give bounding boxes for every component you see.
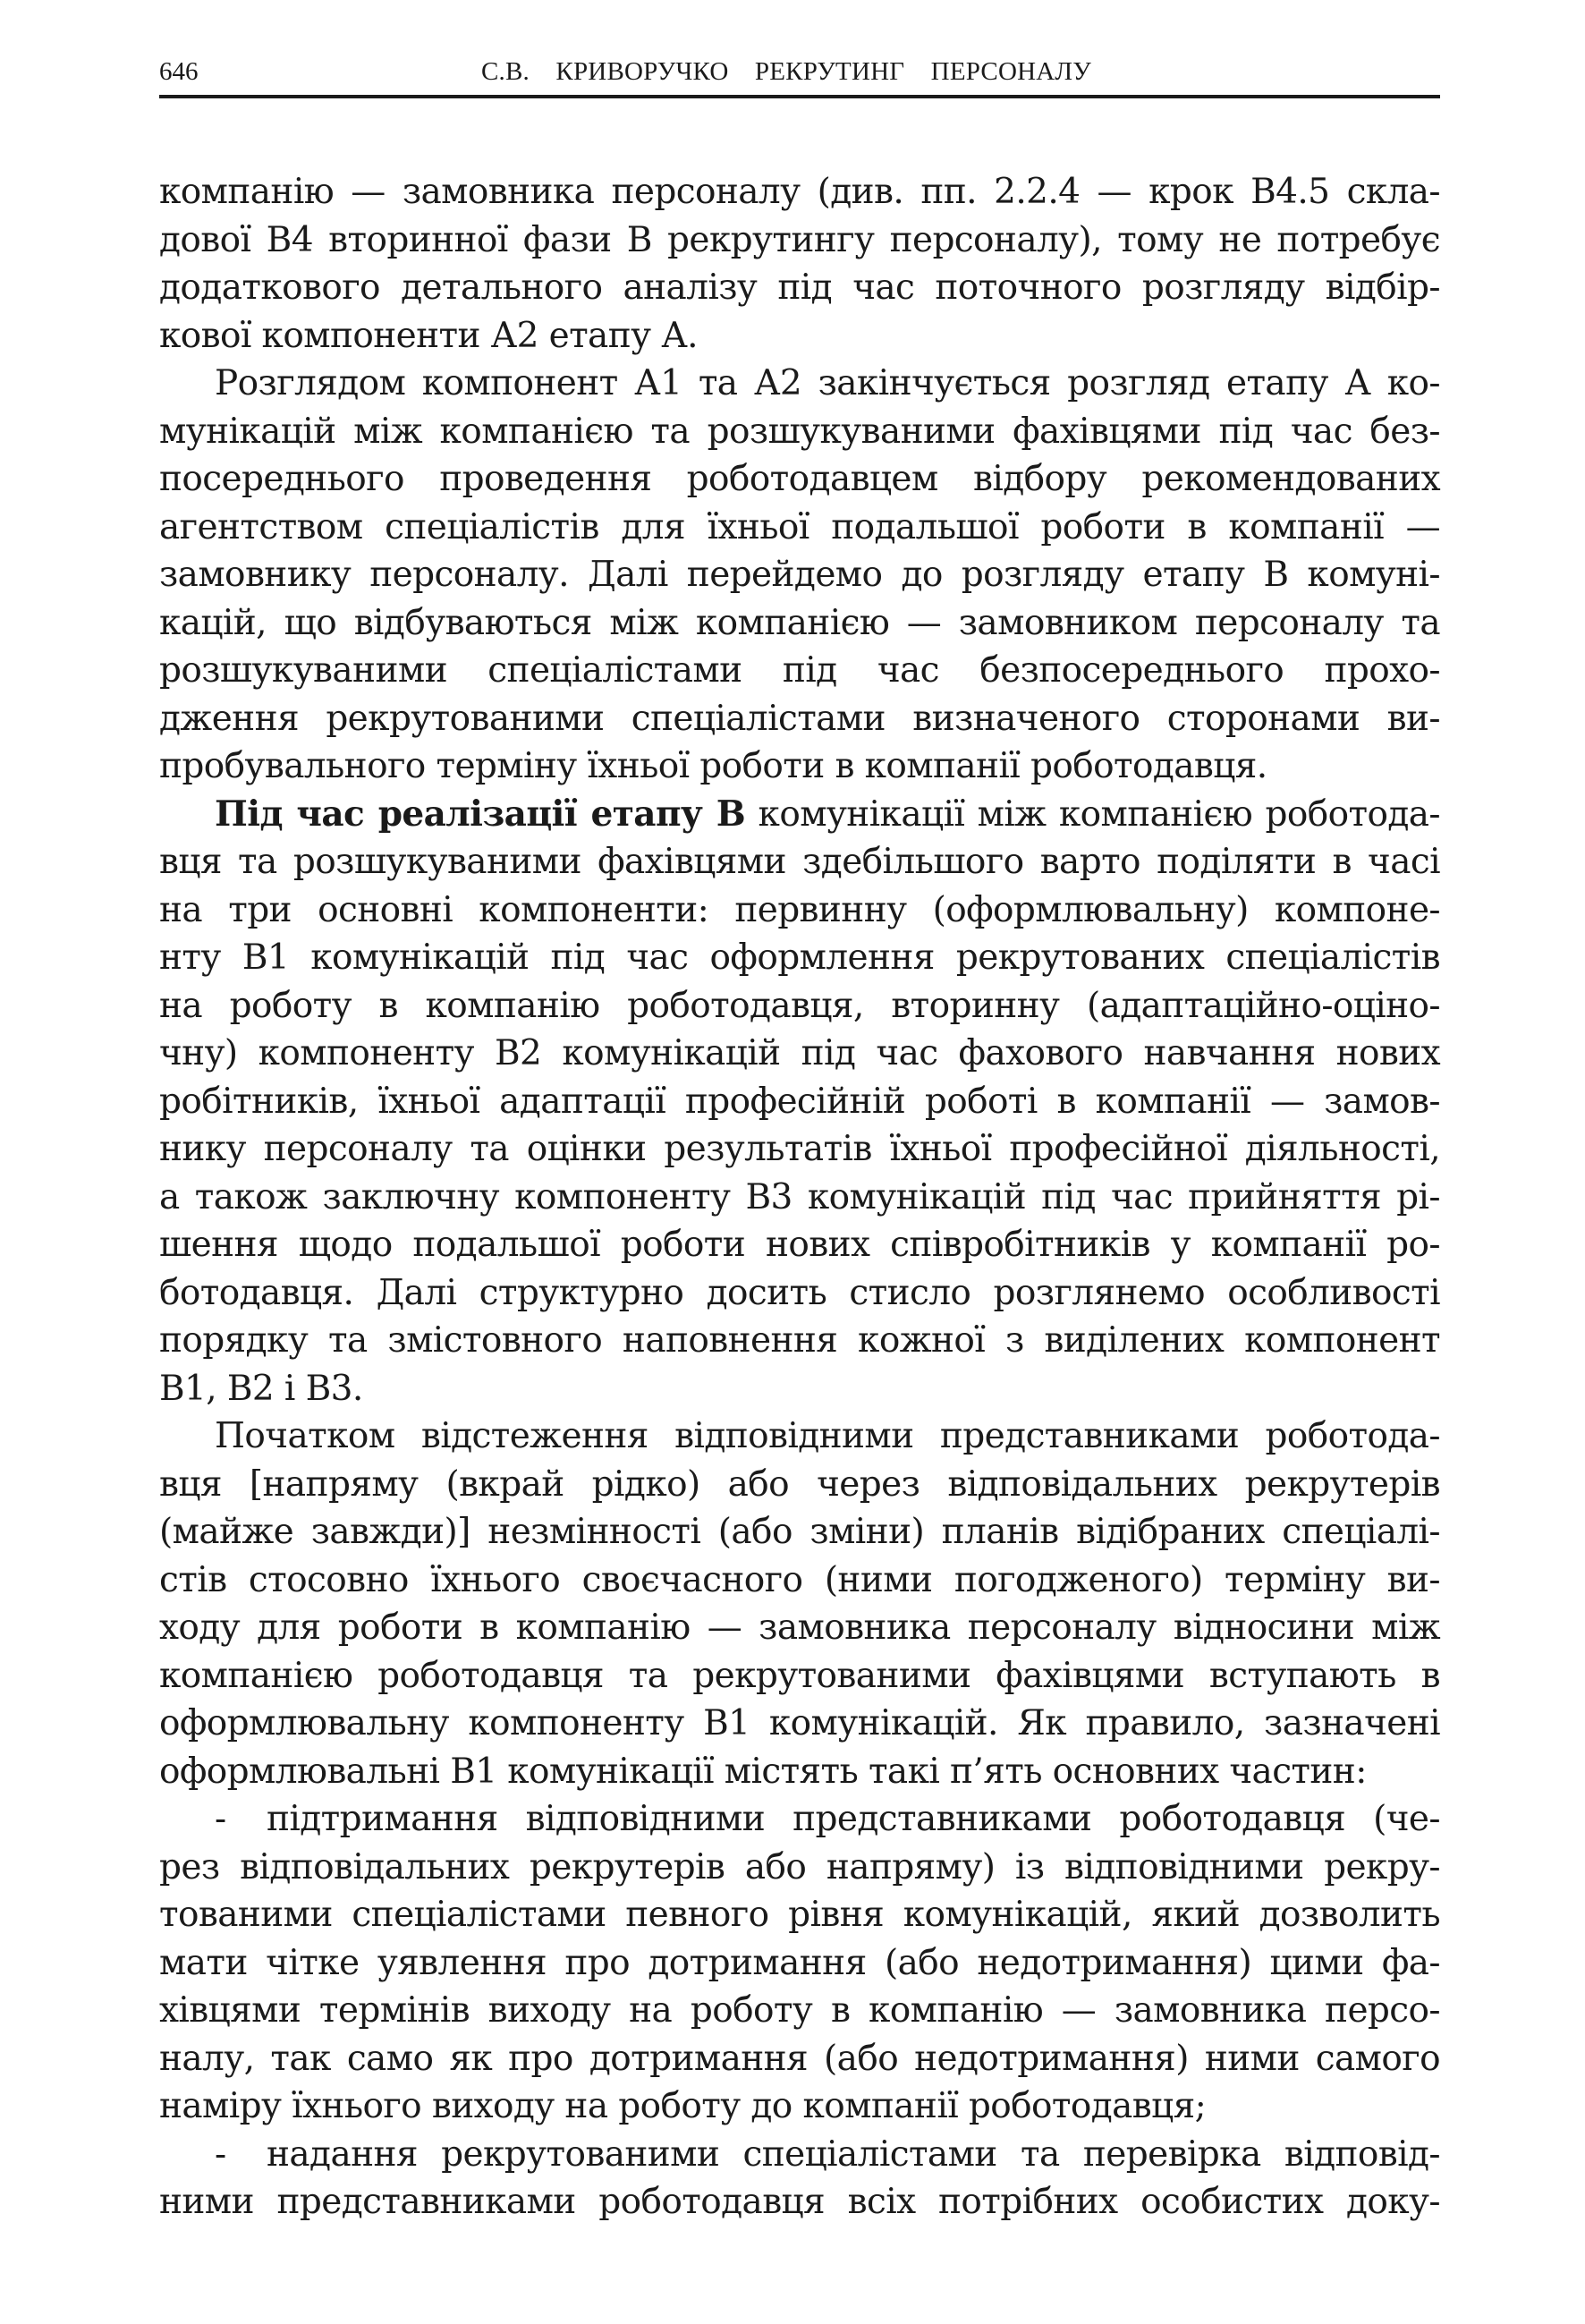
text-span: комунікації між компанією роботода-: [745, 793, 1440, 835]
bullet-marker: -: [215, 1799, 226, 1839]
text-line: (майже завжди)] незмінності (або зміни) планів відібраних спеціалі-: [159, 1512, 1440, 1552]
bold-lead: Під час реалізації етапу В: [215, 793, 746, 835]
text-line: посереднього проведення роботодавцем відбору рекомендованих: [159, 459, 1440, 499]
text-line: робітників, їхньої адаптації професійній роботі в компанії — замов-: [159, 1081, 1440, 1122]
text-line: компанію — замовника персоналу (див. пп. 2.2.4 — крок В4.5 скла-: [159, 172, 1440, 212]
text-line: ботодавця. Далі структурно досить стисло розглянемо особливості: [159, 1272, 1440, 1313]
text-line: чну) компоненту В2 комунікацій під час фахового навчання нових: [159, 1033, 1440, 1073]
text-line: кової компоненти А2 етапу А.: [159, 315, 698, 356]
page-header: [159, 54, 1440, 98]
text-line: В1, В2 і В3.: [159, 1368, 363, 1409]
paragraph: [159, 791, 1440, 1413]
text-line: на роботу в компанію роботодавця, вторинну (адаптаційно-оціно-: [159, 985, 1440, 1026]
text-line: пробувального терміну їхньої роботи в компанії роботодавця.: [159, 746, 1267, 786]
text-line: [159, 1795, 1440, 1844]
paragraph: [159, 1412, 1440, 1795]
paragraph: [159, 168, 1440, 360]
text-line: Початком відстеження відповідними представниками роботода-: [215, 1416, 1440, 1456]
text-line: дження рекрутованими спеціалістами визначеного сторонами ви-: [159, 698, 1440, 739]
text-line: на три основні компоненти: первинну (оформлювальну) компоне-: [159, 889, 1440, 930]
text-line: хівцями термінів виходу на роботу в компанію — замовника персо-: [159, 1990, 1440, 2031]
text-line: додаткового детального аналізу під час поточного розгляду відбір-: [159, 267, 1440, 308]
text-span: підтримання відповідними представниками роботодавця (че-: [267, 1799, 1440, 1839]
text-line: налу, так само як про дотримання (або недотримання) ними самого: [159, 2038, 1440, 2079]
text-line: дової В4 вторинної фази В рекрутингу персоналу), тому не потребує: [159, 219, 1440, 260]
text-line: компанією роботодавця та рекрутованими фахівцями вступають в: [159, 1655, 1440, 1696]
text-line: наміру їхнього виходу на роботу до компанії роботодавця;: [159, 2086, 1207, 2126]
text-line: нту В1 комунікацій під час оформлення рекрутованих спеціалістів: [159, 937, 1440, 978]
running-head: С.В. КРИВОРУЧКО РЕКРУТИНГ ПЕРСОНАЛУ: [481, 57, 1091, 86]
text-line: вця [напряму (вкрай рідко) або через відповідальних рекрутерів: [159, 1463, 1440, 1505]
text-line: оформлювальну компоненту В1 комунікацій. Як правило, зазначені: [159, 1703, 1440, 1743]
list-item: [159, 2131, 1440, 2226]
text-line: порядку та змістовного наповнення кожної з виділених компонент: [159, 1320, 1440, 1361]
text-line: ними представниками роботодавця всіх потрібних особистих доку-: [159, 2182, 1440, 2222]
text-line: стів стосовно їхнього своєчасного (ними погодженого) терміну ви-: [159, 1559, 1440, 1600]
list-item: [159, 1795, 1440, 2131]
text-line: а також заключну компоненту В3 комунікацій під час прийняття рі-: [159, 1176, 1440, 1217]
text-line: агентством спеціалістів для їхньої подальшої роботи в компанії —: [159, 506, 1440, 547]
text-line: рез відповідальних рекрутерів або напряму) із відповідними рекру-: [159, 1846, 1440, 1887]
text-line: оформлювальні В1 комунікації містять такі п’ять основних частин:: [159, 1751, 1367, 1792]
text-line: шення щодо подальшої роботи нових співробітників у компанії ро-: [159, 1225, 1440, 1265]
paragraph: [159, 360, 1440, 791]
text-line: вця та розшукуваними фахівцями здебільшого варто поділяти в часі: [159, 842, 1440, 882]
text-line: тованими спеціалістами певного рівня комунікацій, який дозволить: [159, 1895, 1440, 1935]
text-line: [159, 2131, 1440, 2179]
bullet-marker: -: [215, 2133, 226, 2175]
text-line: нику персоналу та оцінки результатів їхньої професійної діяльності,: [159, 1129, 1440, 1169]
text-line: [159, 791, 1440, 839]
text-line: розшукуваними спеціалістами під час безпосереднього прохо-: [159, 650, 1440, 691]
text-line: кацій, що відбуваються між компанією — замовником персоналу та: [159, 602, 1440, 643]
page-number: 646: [159, 57, 199, 86]
text-line: мати чітке уявлення про дотримання (або недотримання) цими фа-: [159, 1942, 1440, 1983]
text-span: надання рекрутованими спеціалістами та перевірка відповід-: [267, 2133, 1440, 2175]
text-line: Розглядом компонент А1 та А2 закінчується розгляд етапу А ко-: [215, 363, 1440, 403]
text-line: замовнику персоналу. Далі перейдемо до розгляду етапу В комуні-: [159, 555, 1440, 595]
text-line: ходу для роботи в компанію — замовника персоналу відносини між: [159, 1607, 1440, 1648]
body-text: [159, 168, 1440, 2226]
text-line: мунікацій між компанією та розшукуваними фахівцями під час без-: [159, 411, 1440, 452]
